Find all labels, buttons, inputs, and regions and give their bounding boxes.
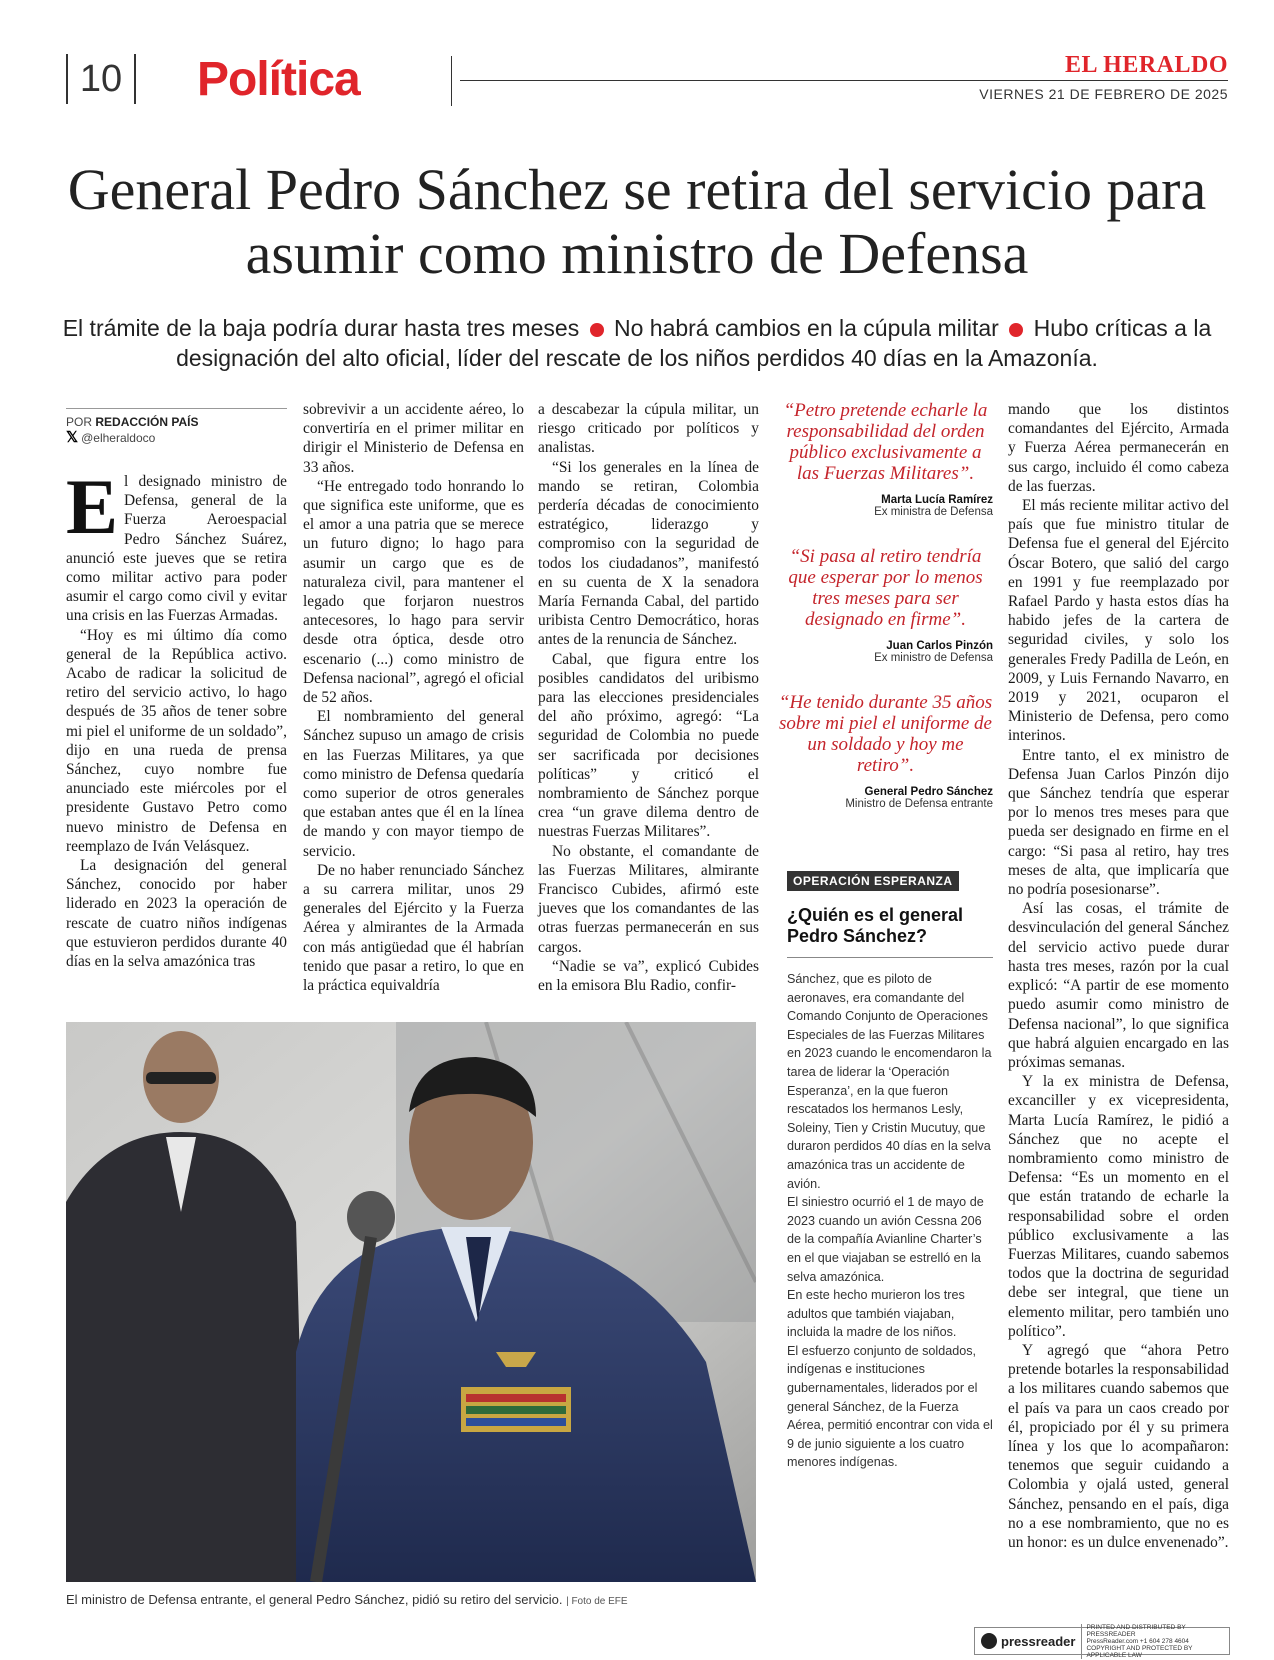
header-rule [460,80,1228,81]
pull-quote-text: “Si pasa al retiro tendría que esperar por lo menos tres meses para ser designado en firme”. [788,546,983,630]
paragraph: Cabal, que figura entre los posibles candidatos del uribismo para las elecciones presidenciales del año próximo, agregó: “La seguridad de Colombia no puede ser sacrificada por decisiones políticas” y criticó el nombramiento de Sánchez porque crea “un grave dilema dentro de nuestras Fuerzas Militares”. [538,650,759,841]
pull-quote-author: Juan Carlos Pinzón [886,640,993,652]
pull-quote-role: Ex ministra de Defensa [874,506,993,518]
paragraph: El más reciente militar activo del país que fue ministro titular de Defensa fue el general del Ejército Óscar Botero, que salió del cargo en 1991 y fue reemplazado por Rafael Pardo y hasta estos días ha habido jefes de la cartera de seguridad civiles, y solo los generales Fredy Padilla de León, en 2009, y Luis Fernando Navarro, en 2019 y 2021, ocuparon el Ministerio de Defensa, pero como interinos. [1008,497,1229,745]
paragraph: Así las cosas, el trámite de desvinculación del general Sánchez del servicio activo puede durar hasta tres meses, razón por la cual explicó: “A partir de ese momento puedo asumir como ministro de Defensa nacional”, lo que significa que habrá alguien encargado en las próximas semanas. [1008,900,1229,1071]
paragraph: “Si los generales en la línea de mando se retiran, Colombia perdería décadas de conocimiento estratégico, liderazgo y compromiso con la seguridad de todos los ciudadanos”, manifestó en su cuenta de X la senadora María Fernanda Cabal, del partido uribista Centro Democrático, horas antes de la renuncia de Sánchez. [538,458,759,649]
byline-author: REDACCIÓN PAÍS [95,415,199,429]
pull-quote [778,546,993,664]
pull-quote-role: Ministro de Defensa entrante [845,798,993,810]
section-title: Política [197,53,360,106]
pressreader-name: pressreader [1001,1633,1076,1649]
paragraph: Y agregó que “ahora Petro pretende botarles la responsabilidad a los militares cuando sabemos que el país va para un caos creado por él, propiciado por él y su primera línea y los que lo acompañaron: tenemos que seguir cuidando a Colombia y ojalá usted, general Sánchez, pensando en el país, diga no a ese nombramiento, que no es un honor: es un dulce envenenado”. [1008,1341,1229,1551]
notice-line: PRINTED AND DISTRIBUTED BY PRESSREADER [1086,1623,1186,1638]
sidebar-tag: OPERACIÓN ESPERANZA [787,871,959,891]
sidebar-body [787,970,993,1472]
paragraph: No obstante, el comandante de las Fuerzas Militares, almirante Francisco Cubides, afirmó este jueves que los comandantes de las otras fuerzas permanecerán en sus cargos. [538,842,759,956]
pull-quote-text: “Petro pretende echarle la responsabilidad del orden público exclusivamente a las Fuerzas Militares”. [783,400,988,484]
paragraph [66,463,287,626]
red-bullet-icon [1009,323,1023,337]
photo-illustration [66,1022,756,1582]
photo-caption [66,1592,756,1607]
article-column-3 [538,400,759,995]
byline-handle: @elheraldoco [81,431,156,445]
pull-quote-text: “He tenido durante 35 años sobre mi piel el uniforme de un soldado y hoy me retiro”. [778,692,993,776]
pressreader-logo [975,1633,1081,1649]
paragraph: “Hoy es mi último día como general de la República activo. Acabo de radicar la solicitud de retiro del servicio activo, lo hago después de 35 años de tener sobre mi piel el uniforme de un soldado”, dijo en una rueda de prensa Sánchez, cuyo nombre fue anunciado este miércoles por el presidente Gustavo Petro como nuevo ministro de Defensa en reemplazo de Iván Velásquez. [66,626,287,855]
byline [66,408,287,446]
paragraph: “He entregado todo honrando lo que significa este uniforme, que es el amor a una patria que se merece un futuro digno; lo hago para asumir un cargo que es de naturaleza civil, para mantener el legado que forjaron nuestros antecesores, lo hago para servir desde otra óptica, desde otro escenario (...) como ministro de Defensa nacional”, agregó el oficial de 52 años. [303,477,524,707]
photo-credit: | Foto de EFE [566,1596,628,1607]
pull-quote-author: General Pedro Sánchez [864,786,993,798]
deck-part-3: Hubo críticas a la designación del alto oficial, líder del rescate de los niños perdidos 40 días en la Amazonía. [176,315,1212,371]
sidebar-paragraph: El esfuerzo conjunto de soldados, indígenas e instituciones gubernamentales, liderados por el general Sánchez, de la Fuerza Aérea, permitió encontrar con vida el 9 de junio siguiente a los cuatro menores indígenas. [787,1343,993,1470]
paragraph: sobrevivir a un accidente aéreo, lo convertiría en el primer militar en dirigir el Ministerio de Defensa en 33 años. [303,401,524,476]
pull-quote [778,692,993,810]
sidebar-paragraph: El siniestro ocurrió el 1 de mayo de 2023 cuando un avión Cessna 206 de la compañía Avianline Charter’s en el que viajaban se estrelló en la selva amazónica. [787,1195,984,1284]
page-number: 10 [66,54,136,104]
sidebar-box [787,871,993,1472]
notice-line: PressReader.com +1 604 278 4604 [1086,1637,1189,1645]
byline-por: POR [66,415,93,429]
paragraph: Y la ex ministra de Defensa, excanciller y ex vicepresidenta, Marta Lucía Ramírez, le pidió a Sánchez que no acepte el nombramiento como ministro de Defensa: “Es un momento en el que están tratando de echarle la responsabilidad sobre el orden público exclusivamente a las Fuerzas Militares, cuando sabemos todos que la doctrina de seguridad debe ser integral, que tiene un elemento militar, pero también uno político”. [1008,1073,1229,1340]
red-bullet-icon [590,323,604,337]
news-photo [66,1022,756,1582]
sidebar-rule [787,957,993,958]
pull-quotes-column [778,400,993,838]
deck-part-2: No habrá cambios en la cúpula militar [613,315,999,341]
drop-cap: E [66,463,119,550]
headline: General Pedro Sánchez se retira del servicio para asumir como ministro de Defensa [67,157,1207,286]
paragraph: Entre tanto, el ex ministro de Defensa Juan Carlos Pinzón dijo que Sánchez tendría que esperar por lo menos tres meses para que pueda ser designado en firme en el cargo: “Si pasa al retiro, hay tres meses de alta, que implicaría que no podría posesionarse”. [1008,746,1229,899]
pressreader-notice [1081,1624,1229,1659]
header-divider [451,56,452,106]
paragraph: El nombramiento del general Sánchez supuso un amago de crisis en las Fuerzas Militares, ya que como ministro de Defensa quedaría como superior de otros generales que estaban antes que él en la línea de mando y con mayor tiempo de servicio. [303,708,524,860]
article-column-1 [66,408,287,971]
newspaper-brand: EL HERALDO [1064,52,1228,78]
paragraph-text: l designado ministro de Defensa, general de la Fuerza Aeroespacial Pedro Sánchez Suárez, anunció este jueves que se retira como militar activo para poder asumir el cargo como civil y evitar una crisis en las Fuerzas Armadas. [66,473,287,625]
article-column-2 [303,400,524,995]
paragraph: a descabezar la cúpula militar, un riesgo criticado por políticos y analistas. [538,401,759,457]
pressreader-badge [974,1623,1230,1659]
notice-line: COPYRIGHT AND PROTECTED BY APPLICABLE LAW [1086,1644,1193,1659]
pressreader-icon [981,1633,997,1649]
caption-text: El ministro de Defensa entrante, el general Pedro Sánchez, pidió su retiro del servicio. [66,1592,563,1607]
paragraph: De no haber renunciado Sánchez a su carrera militar, unos 29 generales del Ejército y la Fuerza Aérea y almirantes de la Armada con más antigüedad que él habrían tenido que pasar a retiro, lo que en la práctica equivaldría [303,861,524,995]
issue-date: VIERNES 21 DE FEBRERO DE 2025 [979,86,1228,102]
article-column-5 [1008,400,1229,1552]
pull-quote-author: Marta Lucía Ramírez [881,494,993,506]
paragraph: “Nadie se va”, explicó Cubides en la emisora Blu Radio, confir- [538,957,759,995]
sidebar-paragraph: En este hecho murieron los tres adultos que también viajaban, incluida la madre de los niños. [787,1288,965,1340]
pull-quote-role: Ex ministro de Defensa [874,652,993,664]
deck [60,313,1214,373]
paragraph: La designación del general Sánchez, conocido por haber liderado en 2023 la operación de rescate de cuatro niños indígenas que estuvieron perdidos durante 40 días en la selva amazónica tras [66,857,287,971]
x-logo-icon: 𝕏 [66,429,79,446]
sidebar-title: ¿Quién es el general Pedro Sánchez? [787,905,964,946]
deck-part-1: El trámite de la baja podría durar hasta tres meses [62,315,580,341]
sidebar-paragraph: Sánchez, que es piloto de aeronaves, era comandante del Comando Conjunto de Operaciones Especiales de las Fuerzas Militares en 2023 cuando le encomendaron la tarea de liderar la ‘Operación Esperanza’, en la que fueron rescatados los hermanos Lesly, Soleiny, Tien y Cristin Mucutuy, que duraron perdidos 40 días en la selva amazónica tras un accidente de avión. [787,972,992,1191]
paragraph: mando que los distintos comandantes del Ejército, Armada y Fuerza Aérea permanecerán en sus cargo, incluido él como cabeza de las fuerzas. [1008,401,1229,495]
pull-quote [778,400,993,518]
